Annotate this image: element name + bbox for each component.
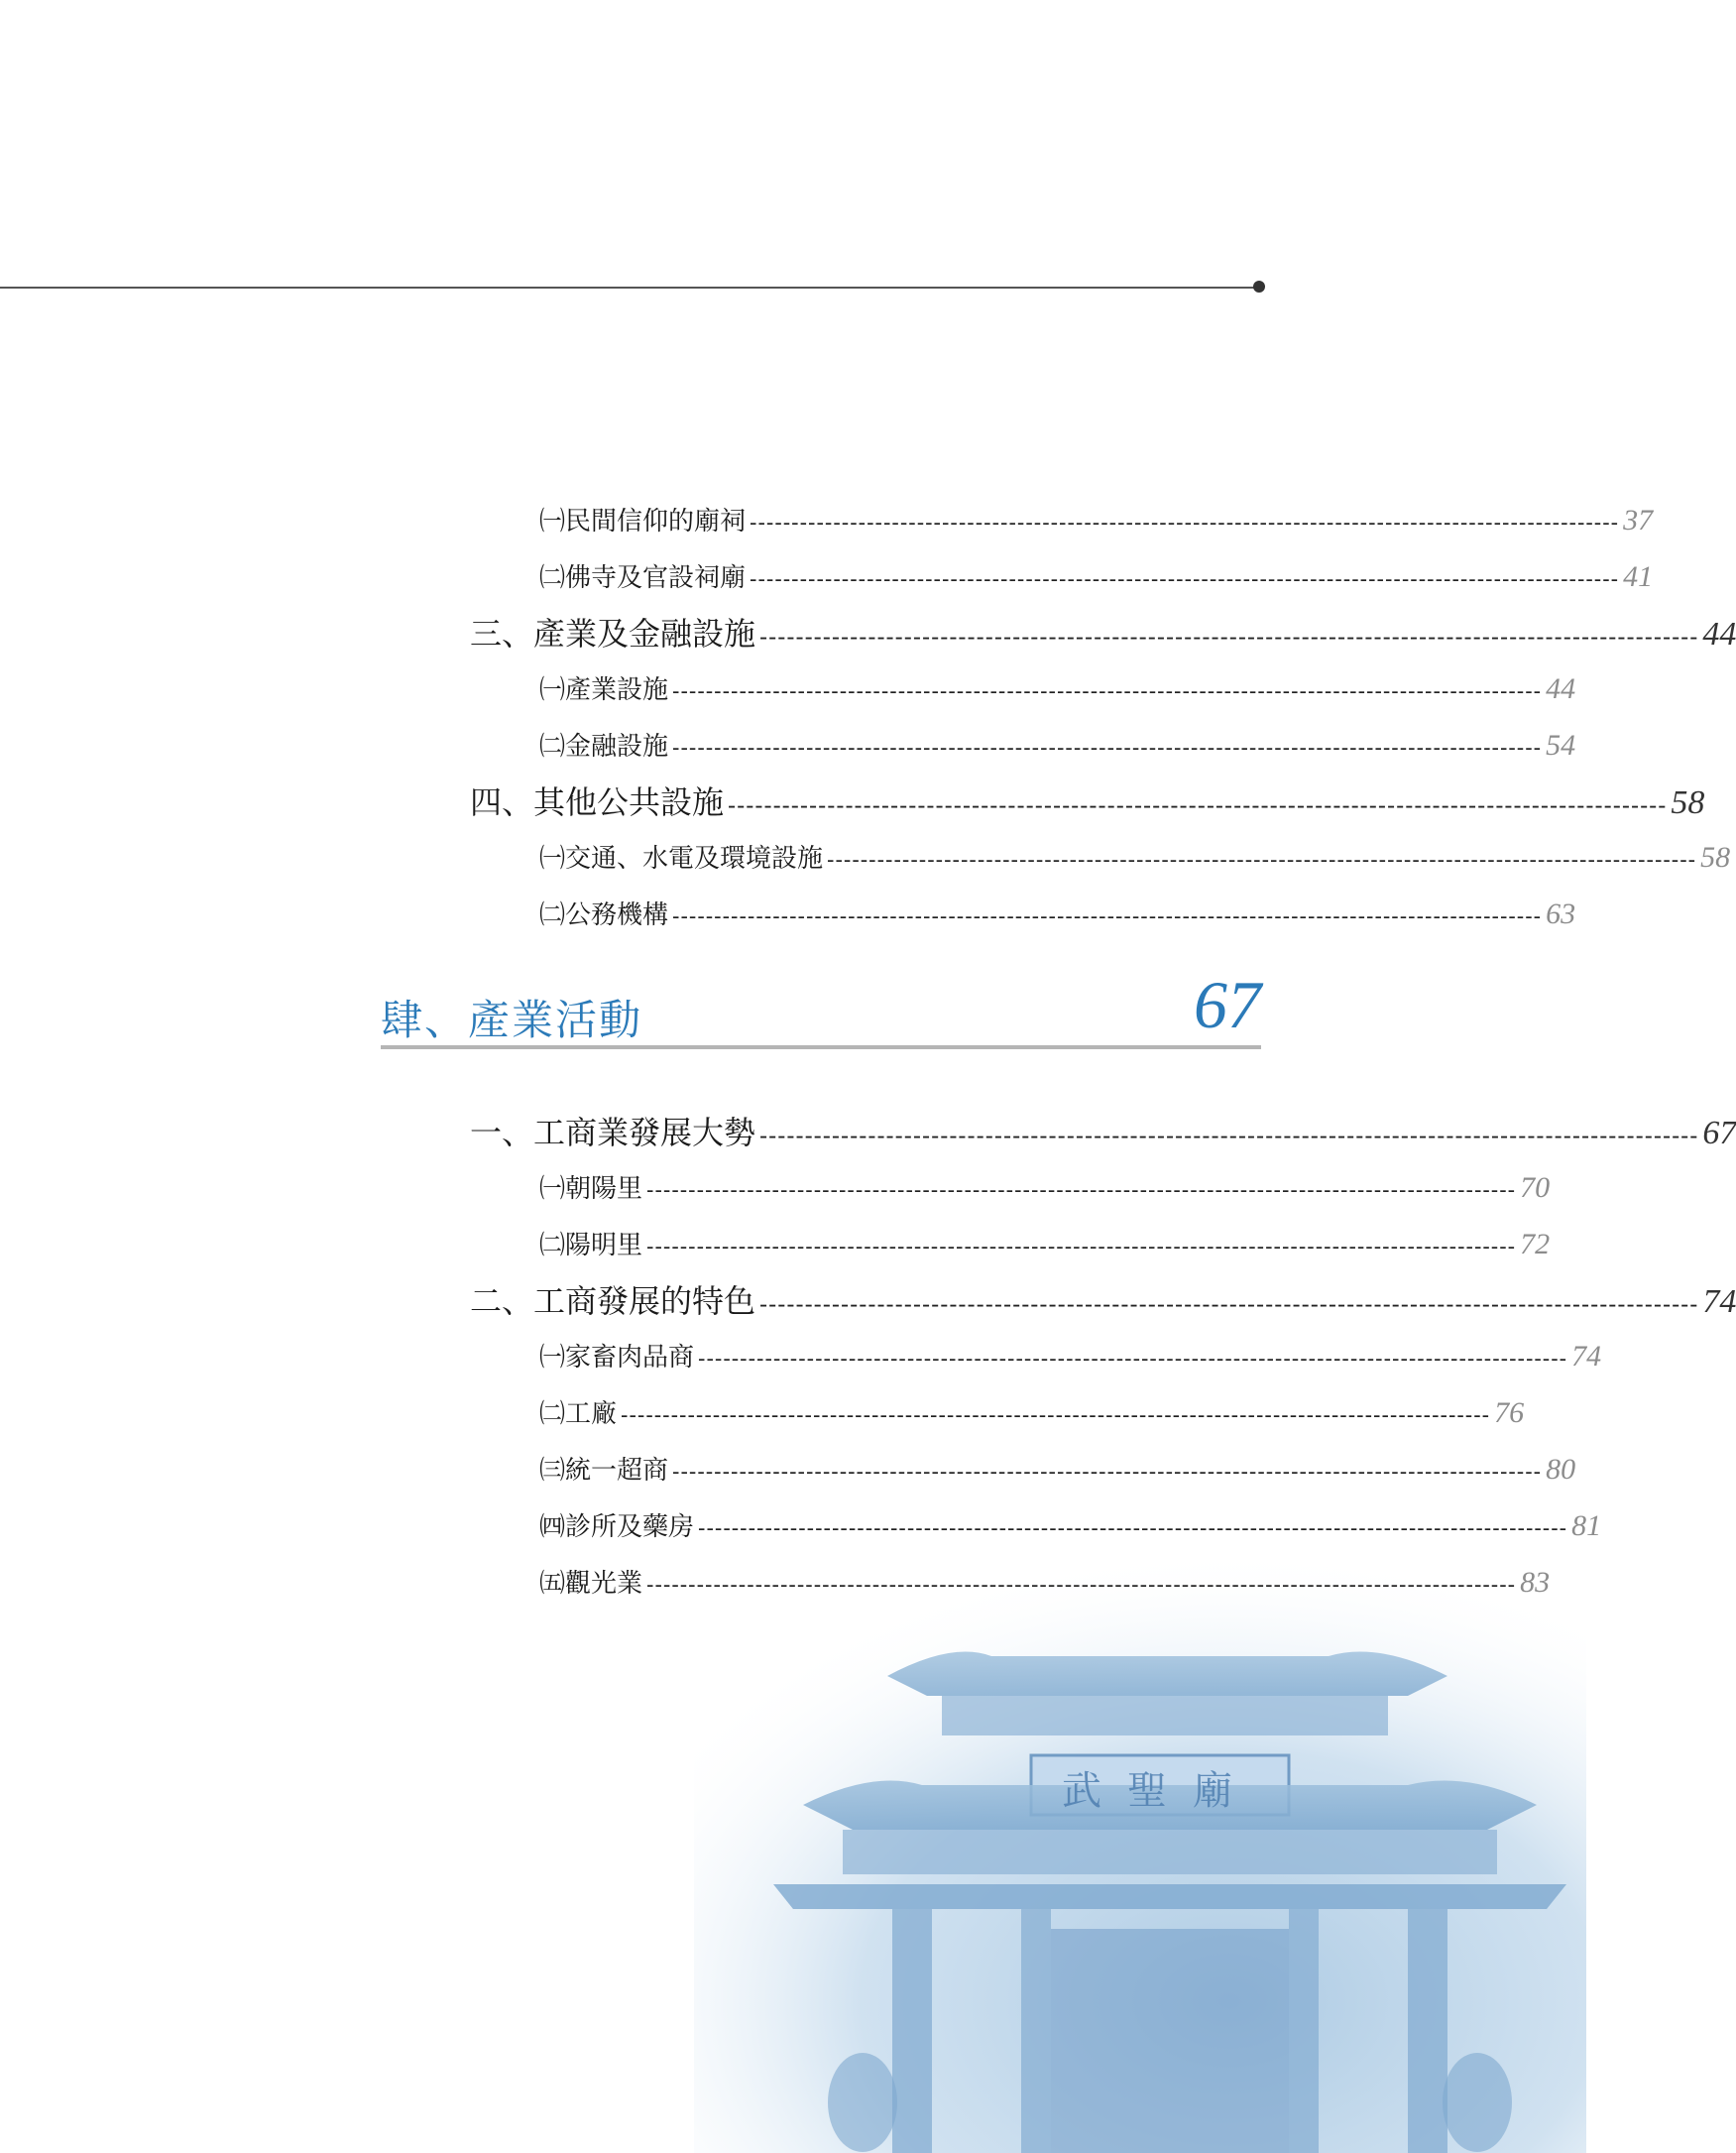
toc-section-label: 二、工商發展的特色: [470, 1282, 756, 1320]
leader-dots: --------------------------------------------------------------------------------------------------------: [728, 791, 1668, 819]
toc-entry[interactable]: [539, 726, 1576, 766]
toc-section-label: 三、產業及金融設施: [470, 615, 756, 653]
leader-dots: --------------------------------------------------------------------------------------------------------: [750, 511, 1620, 536]
toc-entry[interactable]: [539, 501, 1654, 540]
chapter-heading[interactable]: [381, 967, 1267, 1053]
toc-entry-page: 41: [1623, 560, 1654, 593]
toc-section[interactable]: [470, 777, 1705, 823]
toc-entry-page: 63: [1546, 897, 1576, 930]
toc-section-page: 44: [1702, 616, 1736, 653]
toc-entry[interactable]: [539, 1506, 1602, 1546]
chapter-rule: [381, 1045, 1261, 1049]
leader-dots: --------------------------------------------------------------------------------------------------------: [759, 1290, 1699, 1318]
toc-entry-label: ㈠產業設施: [539, 675, 669, 705]
toc-entry[interactable]: [539, 1450, 1576, 1490]
toc-entry-label: ㈡陽明里: [539, 1231, 643, 1260]
leader-dots: --------------------------------------------------------------------------------------------------------: [827, 848, 1697, 873]
leader-dots: --------------------------------------------------------------------------------------------------------: [750, 567, 1620, 592]
toc-entry-label: ㈠交通、水電及環境設施: [539, 844, 824, 874]
toc-entry-label: ㈠朝陽里: [539, 1174, 643, 1204]
toc-entry[interactable]: [539, 557, 1654, 597]
leader-dots: --------------------------------------------------------------------------------------------------------: [759, 623, 1699, 651]
chapter-page: 67: [1194, 967, 1261, 1042]
chapter-title: 肆、產業活動: [381, 996, 643, 1044]
leader-dots: --------------------------------------------------------------------------------------------------------: [646, 1178, 1517, 1203]
toc-section-page: 74: [1702, 1283, 1736, 1320]
toc-section-page: 58: [1671, 784, 1705, 821]
toc-entry-page: 70: [1520, 1171, 1551, 1204]
toc-entry-label: ㈠民間信仰的廟祠: [539, 507, 747, 537]
leader-dots: --------------------------------------------------------------------------------------------------------: [698, 1347, 1568, 1372]
toc-entry-page: 72: [1520, 1228, 1551, 1260]
leader-dots: --------------------------------------------------------------------------------------------------------: [759, 1122, 1699, 1149]
toc-entry[interactable]: [539, 1393, 1525, 1433]
leader-dots: --------------------------------------------------------------------------------------------------------: [698, 1516, 1568, 1541]
toc-entry-page: 83: [1520, 1566, 1551, 1599]
leader-dots: --------------------------------------------------------------------------------------------------------: [646, 1573, 1517, 1598]
toc-entry-label: ㈠家畜肉品商: [539, 1343, 695, 1373]
toc-section[interactable]: [470, 1276, 1736, 1322]
toc-entry[interactable]: [539, 1563, 1551, 1603]
toc-entry-page: 81: [1571, 1509, 1602, 1542]
toc-entry-page: 54: [1546, 729, 1576, 762]
toc-section-label: 一、工商業發展大勢: [470, 1114, 756, 1151]
leader-dots: --------------------------------------------------------------------------------------------------------: [672, 1460, 1543, 1485]
toc-entry[interactable]: [539, 1337, 1602, 1376]
toc-entry[interactable]: [539, 669, 1576, 709]
leader-dots: --------------------------------------------------------------------------------------------------------: [672, 904, 1543, 929]
toc-entry[interactable]: [539, 838, 1731, 878]
toc-entry-label: ㈡佛寺及官設祠廟: [539, 563, 747, 593]
toc-entry-page: 76: [1494, 1396, 1525, 1429]
toc-entry-page: 44: [1546, 672, 1576, 705]
toc-entry-page: 58: [1700, 841, 1731, 874]
toc-entry-label: ㈡金融設施: [539, 732, 669, 762]
leader-dots: --------------------------------------------------------------------------------------------------------: [672, 679, 1543, 704]
toc-entry-label: ㈡公務機構: [539, 900, 669, 930]
toc-entry-label: ㈤觀光業: [539, 1569, 643, 1599]
toc-section[interactable]: [470, 609, 1736, 655]
leader-dots: --------------------------------------------------------------------------------------------------------: [672, 736, 1543, 761]
leader-dots: --------------------------------------------------------------------------------------------------------: [621, 1403, 1491, 1428]
toc-section-label: 四、其他公共設施: [470, 783, 725, 821]
toc-entry-page: 37: [1623, 504, 1654, 537]
leader-dots: --------------------------------------------------------------------------------------------------------: [646, 1235, 1517, 1259]
toc-entry-label: ㈢統一超商: [539, 1456, 669, 1486]
toc-entry-page: 74: [1571, 1340, 1602, 1373]
toc-entry[interactable]: [539, 1168, 1551, 1208]
toc-entry[interactable]: [539, 1225, 1551, 1264]
toc-entry-label: ㈣診所及藥房: [539, 1512, 695, 1542]
toc-section-page: 67: [1702, 1115, 1736, 1151]
toc-entry[interactable]: [539, 895, 1576, 934]
toc-entry-label: ㈡工廠: [539, 1399, 618, 1429]
toc-entry-page: 80: [1546, 1453, 1576, 1486]
toc-section[interactable]: [470, 1108, 1736, 1153]
temple-sign-text: 武聖廟: [1062, 1768, 1258, 1814]
